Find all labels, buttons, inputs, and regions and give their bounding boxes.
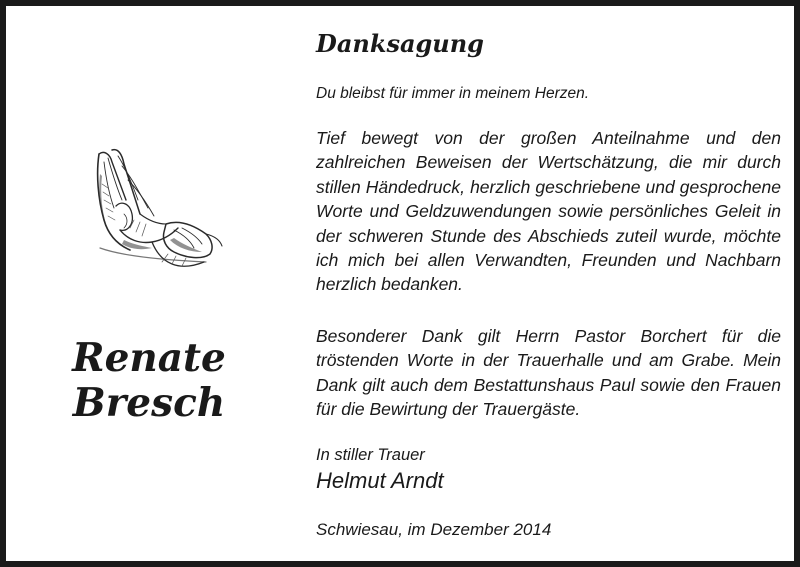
signature-intro: In stiller Trauer <box>316 446 425 464</box>
motto-line: Du bleibst für immer in meinem Herzen. <box>316 85 590 102</box>
signature-name: Helmut Arndt <box>316 468 444 493</box>
special-thanks-paragraph: Besonderer Dank gilt Herrn Pastor Borchert für die tröstenden Worte in der Trauerhalle und am Grabe. Mein Dank gilt auch dem Bestattunshaus Paul sowie den Frauen für die Bewirtung der Trauergäste. <box>316 326 781 420</box>
deceased-last-name: Bresch <box>72 380 226 426</box>
deceased-first-name: Renate <box>72 335 226 381</box>
deceased-name <box>44 336 254 426</box>
praying-hands-icon <box>82 144 226 278</box>
notice-heading: Danksagung <box>316 29 484 58</box>
place-date: Schwiesau, im Dezember 2014 <box>316 520 552 539</box>
thanks-paragraph: Tief bewegt von der großen Anteilnahme und den zahlreichen Beweisen der Wertschätzung, die mir durch stillen Händedruck, herzlich geschriebene und gesprochene Worte und Geldzuwendungen sowie persönliches Geleit in der schweren Stunde des Abschieds zuteil wurde, möchte ich mich bei allen Verwandten, Freunden und Nachbarn herzlich bedanken. <box>316 128 781 295</box>
